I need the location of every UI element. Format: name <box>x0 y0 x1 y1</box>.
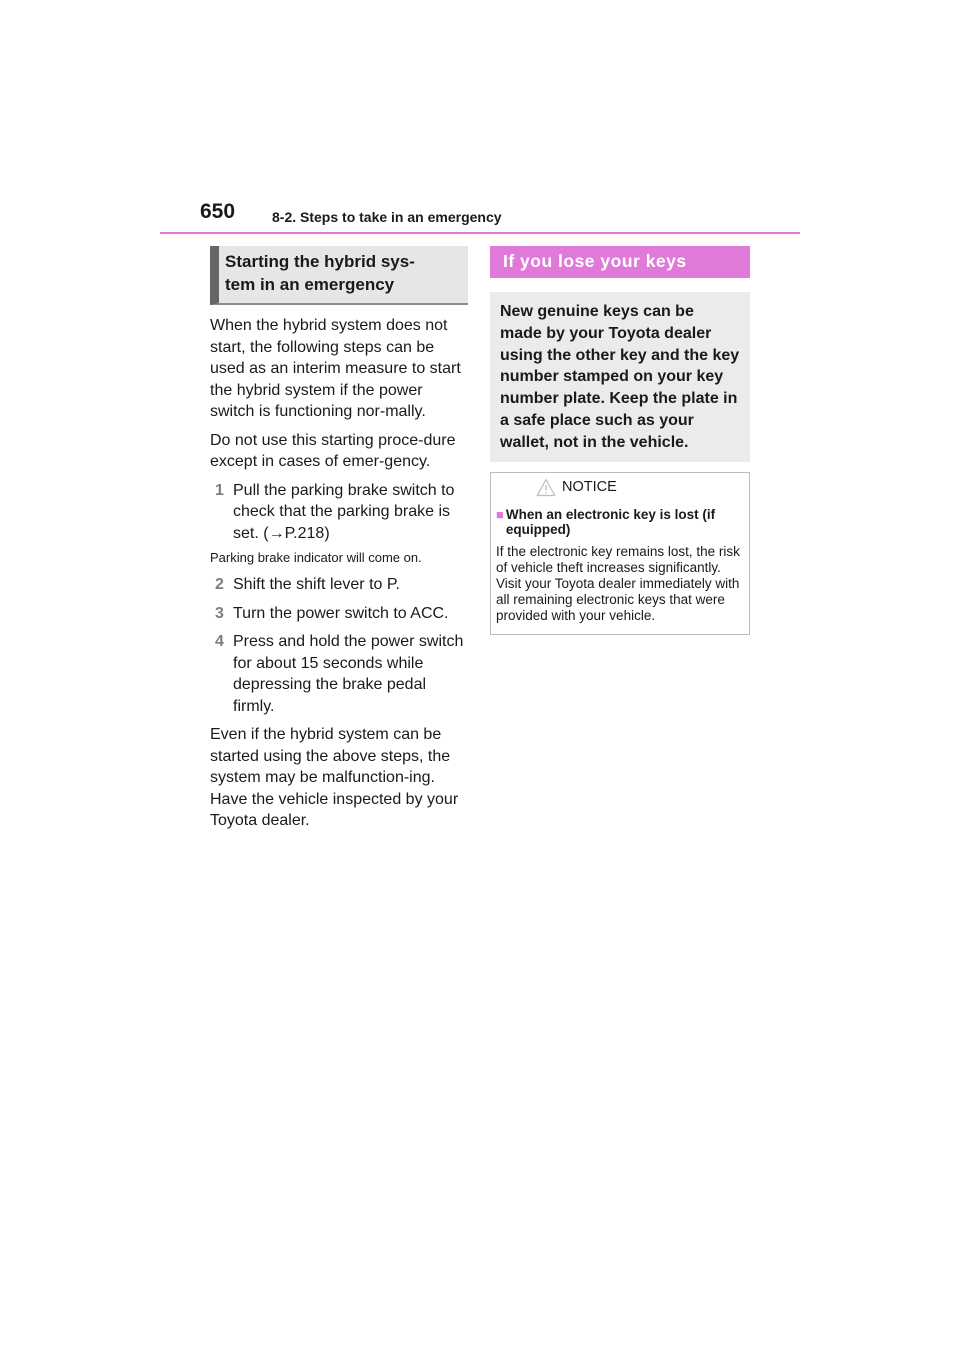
square-bullet-icon: ■ <box>496 506 504 522</box>
intro-paragraph-1: When the hybrid system does not start, the following steps can be used as an interim measure to start the hybrid system if the power switch is functioning nor-mally. <box>210 317 461 420</box>
parking-brake-note: Parking brake indicator will come on. <box>210 550 422 565</box>
lost-keys-banner: If you lose your keys <box>490 246 750 278</box>
heading-line-2: tem in an emergency <box>225 275 395 294</box>
notice-title <box>496 507 741 538</box>
notice-label: NOTICE <box>562 478 617 495</box>
lost-keys-summary: New genuine keys can be made by your Toyota dealer using the other key and the key number stamped on your key number plate. Keep the plate in a safe place such as your wallet, not in the vehicle. <box>490 292 750 462</box>
emergency-start-heading <box>210 246 468 305</box>
intro-paragraph-2: Do not use this starting proce-dure except in cases of emer-gency. <box>210 431 456 470</box>
section-title: 8-2. Steps to take in an emergency <box>272 209 502 225</box>
notice-header <box>496 473 741 503</box>
warning-triangle-icon <box>536 478 556 497</box>
step-number: 2 <box>215 576 224 593</box>
step-text: Press and hold the power switch for about 15 seconds while depressing the brake pedal firmly. <box>233 633 464 715</box>
step-number: 3 <box>215 604 224 622</box>
notice-text: If the electronic key remains lost, the risk of vehicle theft increases significantly. Visit your Toyota dealer immediately with all remaining electronic keys that were provided with your vehicle. <box>496 543 740 623</box>
step-number: 1 <box>215 481 224 499</box>
right-column <box>490 246 750 635</box>
page-number: 650 <box>200 200 236 223</box>
header-rule <box>160 232 800 234</box>
step-2 <box>210 574 468 596</box>
heading-line-1: Starting the hybrid sys- <box>225 252 415 271</box>
step-1 <box>210 480 468 545</box>
notice-title-text: When an electronic key is lost (if equipped) <box>505 506 716 538</box>
left-column <box>210 246 468 839</box>
step-4 <box>210 631 468 717</box>
step-3 <box>210 603 468 625</box>
step-text: Pull the parking brake switch to check that the parking brake is set. (→P.218) <box>233 481 455 542</box>
step-number: 4 <box>215 633 224 650</box>
emergency-start-body <box>210 315 468 832</box>
step-text: Turn the power switch to ACC. <box>233 604 449 622</box>
closing-paragraph: Even if the hybrid system can be started using the above steps, the system may be malfunction-ing. Have the vehicle inspected by your Toyota dealer. <box>210 726 459 829</box>
notice-box <box>490 472 750 635</box>
step-text: Shift the shift lever to P. <box>233 576 400 593</box>
